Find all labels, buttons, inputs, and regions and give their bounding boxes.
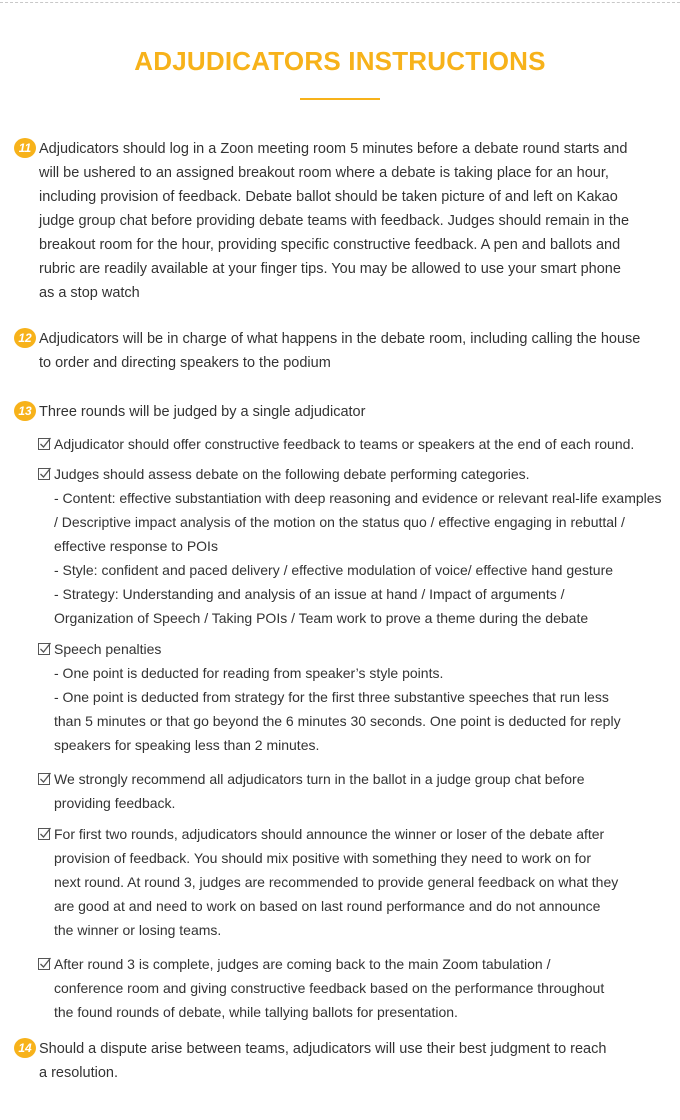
number-badge-icon: 12 <box>14 328 36 348</box>
instruction-item-11 <box>12 137 662 305</box>
checklist-item <box>38 462 674 630</box>
instruction-item-13 <box>12 400 662 424</box>
instruction-item-12 <box>12 327 662 375</box>
checkbox-checked-icon <box>38 957 51 970</box>
instruction-text: Should a dispute arise between teams, adjudicators will use their best judgment to reach a resolution. <box>39 1041 607 1081</box>
number-badge-icon: 13 <box>14 401 36 421</box>
instruction-text: Three rounds will be judged by a single adjudicator <box>39 404 366 420</box>
checklist-text: Speech penalties - One point is deducted for reading from speaker’s style points. - One point is deducted from strategy for the first three substantive speeches that run less than 5 minutes or that go beyond the 6 minutes 30 seconds. One point is deducted for reply speakers for speaking less than 2 minutes. <box>54 641 621 753</box>
checklist-text: For first two rounds, adjudicators should announce the winner or loser of the debate after provision of feedback. You should mix positive with something they need to work on for next round. At round 3, judges are recommended to provide general feedback on what they are good at and need to work on based on last round performance and do not announce the winner or losing teams. <box>54 826 619 938</box>
checklist-item <box>38 637 674 757</box>
checkbox-checked-icon <box>38 772 51 785</box>
checkbox-checked-icon <box>38 437 51 450</box>
checklist-text: After round 3 is complete, judges are coming back to the main Zoom tabulation / conference room and giving constructive feedback based on the performance throughout the found rounds of debate, while tallying ballots for presentation. <box>54 956 605 1020</box>
checklist-text: We strongly recommend all adjudicators turn in the ballot in a judge group chat before providing feedback. <box>54 771 585 811</box>
checklist-text: Adjudicator should offer constructive feedback to teams or speakers at the end of each round. <box>54 436 635 452</box>
checkbox-checked-icon <box>38 642 51 655</box>
checkbox-checked-icon <box>38 827 51 840</box>
checklist-text: Judges should assess debate on the following debate performing categories. - Content: effective substantiation with deep reasoning and evidence or relevant real-life examples / Descriptive impact analysis of the motion on the status quo / effective engaging in rebuttal / effective response to POIs - Style: confident and paced delivery / effective modulation of voice/ effective hand gesture - Strategy: Understanding and analysis of an issue at hand / Impact of arguments / Organization of Speech / Taking POIs / Team work to prove a theme during the debate <box>54 466 662 626</box>
top-dashed-border <box>0 2 680 3</box>
number-badge-icon: 14 <box>14 1038 36 1058</box>
checkbox-checked-icon <box>38 467 51 480</box>
checklist-item <box>38 432 674 456</box>
page-title: ADJUDICATORS INSTRUCTIONS <box>134 46 546 76</box>
number-badge-icon: 11 <box>14 138 36 158</box>
instruction-item-14 <box>12 1037 662 1085</box>
checklist-item <box>38 767 674 815</box>
instruction-text: Adjudicators should log in a Zoon meeting room 5 minutes before a debate round starts and will be ushered to an assigned breakout room where a debate is taking place for an hour, including provision of feedback. Debate ballot should be taken picture of and left on Kakao judge group chat before providing debate teams with feedback. Judges should remain in the breakout room for the hour, providing specific constructive feedback. A pen and ballots and rubric are readily available at your finger tips. You may be allowed to use your smart phone as a stop watch <box>39 141 630 301</box>
title-underline <box>300 98 380 100</box>
checklist-item <box>38 952 674 1024</box>
checklist-item <box>38 822 674 942</box>
instruction-text: Adjudicators will be in charge of what happens in the debate room, including calling the house to order and directing speakers to the podium <box>39 331 641 371</box>
